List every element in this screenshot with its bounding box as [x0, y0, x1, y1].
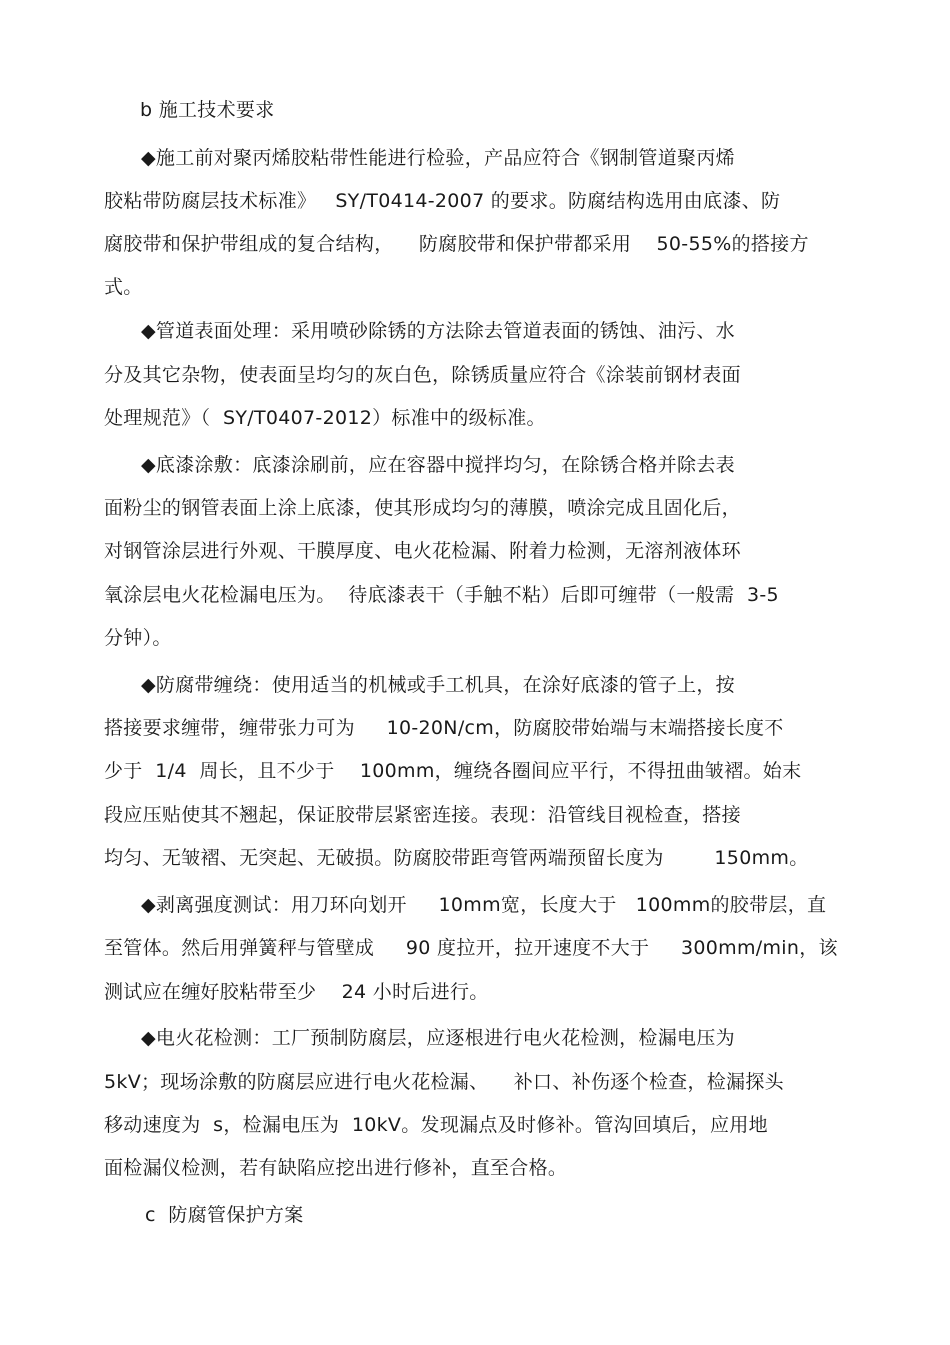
paragraph-3-line-4: 氧涂层电火花检漏电压为。 待底漆表干（手触不粘）后即可缠带（一般需 3-5 — [104, 584, 779, 606]
paragraph-6-line-2: 5kV；现场涂敷的防腐层应进行电火花检漏、 补口、补伤逐个检查，检漏探头 — [104, 1071, 784, 1093]
paragraph-3-line-1: ◆底漆涂敷：底漆涂刷前，应在容器中搅拌均匀，在除锈合格并除去表 — [141, 454, 735, 476]
paragraph-4-line-5: 均匀、无皱褶、无突起、无破损。防腐胶带距弯管两端预留长度为 150mm。 — [104, 847, 809, 869]
paragraph-1-line-3: 腐胶带和保护带组成的复合结构， 防腐胶带和保护带都采用 50-55%的搭接方 — [104, 233, 809, 255]
paragraph-3-line-2: 面粉尘的钢管表面上涂上底漆，使其形成均匀的薄膜，喷涂完成且固化后， — [104, 497, 741, 519]
paragraph-2-line-3: 处理规范》（ SY/T0407-2012）标准中的级标准。 — [104, 407, 546, 429]
paragraph-6-line-1: ◆电火花检测：工厂预制防腐层，应逐根进行电火花检测，检漏电压为 — [141, 1027, 735, 1049]
paragraph-3-line-5: 分钟）。 — [104, 627, 172, 649]
paragraph-5-line-2: 至管体。然后用弹簧秤与管壁成 90 度拉开，拉开速度不大于 300mm/min，该 — [104, 937, 838, 959]
paragraph-6-line-3: 移动速度为 s，检漏电压为 10kV。发现漏点及时修补。管沟回填后，应用地 — [104, 1114, 768, 1136]
paragraph-1-line-1: ◆施工前对聚丙烯胶粘带性能进行检验，产品应符合《钢制管道聚丙烯 — [141, 147, 735, 169]
section-heading-c: c 防腐管保护方案 — [145, 1204, 304, 1226]
paragraph-6-line-4: 面检漏仪检测，若有缺陷应挖出进行修补，直至合格。 — [104, 1157, 568, 1179]
paragraph-4-line-2: 搭接要求缠带，缠带张力可为 10-20N/cm，防腐胶带始端与末端搭接长度不 — [104, 717, 784, 739]
paragraph-3-line-3: 对钢管涂层进行外观、干膜厚度、电火花检漏、附着力检测，无溶剂液体环 — [104, 540, 741, 562]
paragraph-4-line-3: 少于 1/4 周长，且不少于 100mm，缠绕各圈间应平行，不得扭曲皱褶。始末 — [104, 760, 802, 782]
paragraph-1-line-2: 胶粘带防腐层技术标准》 SY/T0414-2007 的要求。防腐结构选用由底漆、防 — [104, 190, 781, 212]
paragraph-1-line-4: 式。 — [104, 276, 143, 298]
paragraph-4-line-4: 段应压贴使其不翘起，保证胶带层紧密连接。表现：沿管线目视检查，搭接 — [104, 804, 741, 826]
paragraph-4-line-1: ◆防腐带缠绕：使用适当的机械或手工机具，在涂好底漆的管子上，按 — [141, 674, 735, 696]
paragraph-5-line-3: 测试应在缠好胶粘带至少 24 小时后进行。 — [104, 981, 489, 1003]
paragraph-5-line-1: ◆剥离强度测试：用刀环向划开 10mm宽，长度大于 100mm的胶带层，直 — [141, 894, 827, 916]
section-heading-b: b 施工技术要求 — [140, 99, 275, 121]
paragraph-2-line-2: 分及其它杂物，使表面呈均匀的灰白色，除锈质量应符合《涂装前钢材表面 — [104, 364, 741, 386]
paragraph-2-line-1: ◆管道表面处理：采用喷砂除锈的方法除去管道表面的锈蚀、油污、水 — [141, 320, 735, 342]
